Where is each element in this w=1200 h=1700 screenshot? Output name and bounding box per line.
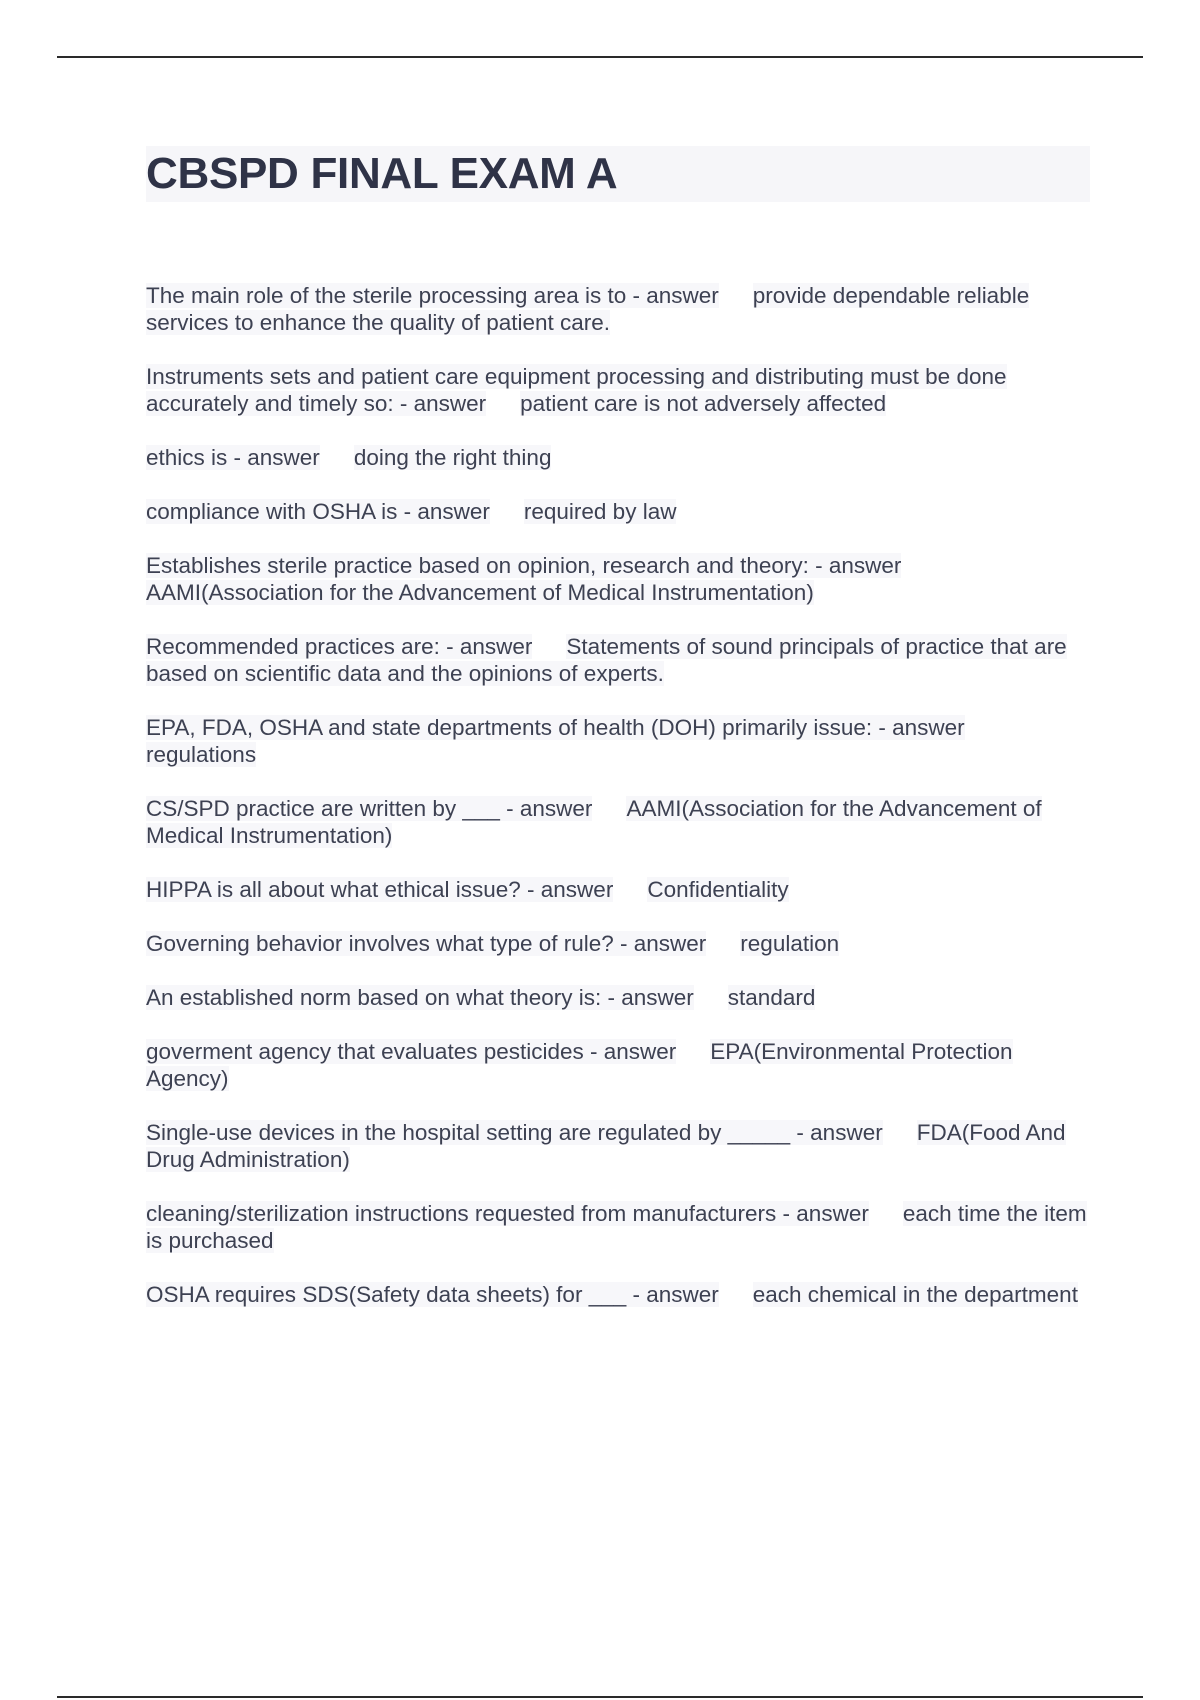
answer-text: regulation	[740, 931, 840, 956]
answer-text: standard	[727, 985, 816, 1010]
answer-text: regulations	[146, 742, 257, 767]
answer-text: FDA(Food And Drug Administration)	[146, 1120, 1066, 1172]
qa-item-13	[146, 1119, 1096, 1173]
qa-item-10	[146, 930, 1096, 957]
answer-text: AAMI(Association for the Advancement of Medical Instrumentation)	[146, 580, 814, 605]
question-text: Establishes sterile practice based on opinion, research and theory: - answer	[146, 553, 902, 578]
qa-item-15	[146, 1281, 1096, 1308]
answer-text: each chemical in the department	[752, 1282, 1078, 1307]
qa-item-6	[146, 633, 1096, 687]
question-text: compliance with OSHA is - answer	[146, 499, 490, 524]
question-text: Single-use devices in the hospital setting are regulated by _____ - answer	[146, 1120, 883, 1145]
qa-item-5	[146, 552, 1096, 606]
question-text: The main role of the sterile processing area is to - answer	[146, 283, 719, 308]
page-title: CBSPD FINAL EXAM A	[146, 149, 618, 198]
question-text: OSHA requires SDS(Safety data sheets) for ___ - answer	[146, 1282, 719, 1307]
qa-item-11	[146, 984, 1096, 1011]
qa-list	[146, 282, 1096, 1335]
question-text: Instruments sets and patient care equipment processing and distributing must be done accurately and timely so: - answer	[146, 364, 1007, 416]
qa-item-8	[146, 795, 1096, 849]
answer-text: Confidentiality	[647, 877, 789, 902]
qa-item-2	[146, 363, 1096, 417]
answer-text: provide dependable reliable services to enhance the quality of patient care.	[146, 283, 1030, 335]
question-text: goverment agency that evaluates pesticides - answer	[146, 1039, 677, 1064]
qa-item-3	[146, 444, 1096, 471]
bottom-rule	[57, 1696, 1143, 1698]
qa-item-12	[146, 1038, 1096, 1092]
answer-text: EPA(Environmental Protection Agency)	[146, 1039, 1013, 1091]
question-text: Recommended practices are: - answer	[146, 634, 533, 659]
qa-item-9	[146, 876, 1096, 903]
qa-item-7	[146, 714, 1096, 768]
answer-text: doing the right thing	[353, 445, 552, 470]
answer-text: required by law	[523, 499, 677, 524]
question-text: Governing behavior involves what type of rule? - answer	[146, 931, 707, 956]
question-text: cleaning/sterilization instructions requested from manufacturers - answer	[146, 1201, 869, 1226]
answer-text: Statements of sound principals of practice that are based on scientific data and the opinions of experts.	[146, 634, 1067, 686]
answer-text: patient care is not adversely affected	[520, 391, 887, 416]
question-text: HIPPA is all about what ethical issue? - answer	[146, 877, 614, 902]
answer-text: each time the item is purchased	[146, 1201, 1087, 1253]
top-rule	[57, 56, 1143, 58]
question-text: EPA, FDA, OSHA and state departments of health (DOH) primarily issue: - answer	[146, 715, 965, 740]
qa-item-1	[146, 282, 1096, 336]
qa-item-4	[146, 498, 1096, 525]
question-text: CS/SPD practice are written by ___ - answer	[146, 796, 593, 821]
answer-text: AAMI(Association for the Advancement of Medical Instrumentation)	[146, 796, 1042, 848]
qa-item-14	[146, 1200, 1096, 1254]
title-bar	[146, 146, 1090, 202]
question-text: ethics is - answer	[146, 445, 320, 470]
question-text: An established norm based on what theory is: - answer	[146, 985, 694, 1010]
